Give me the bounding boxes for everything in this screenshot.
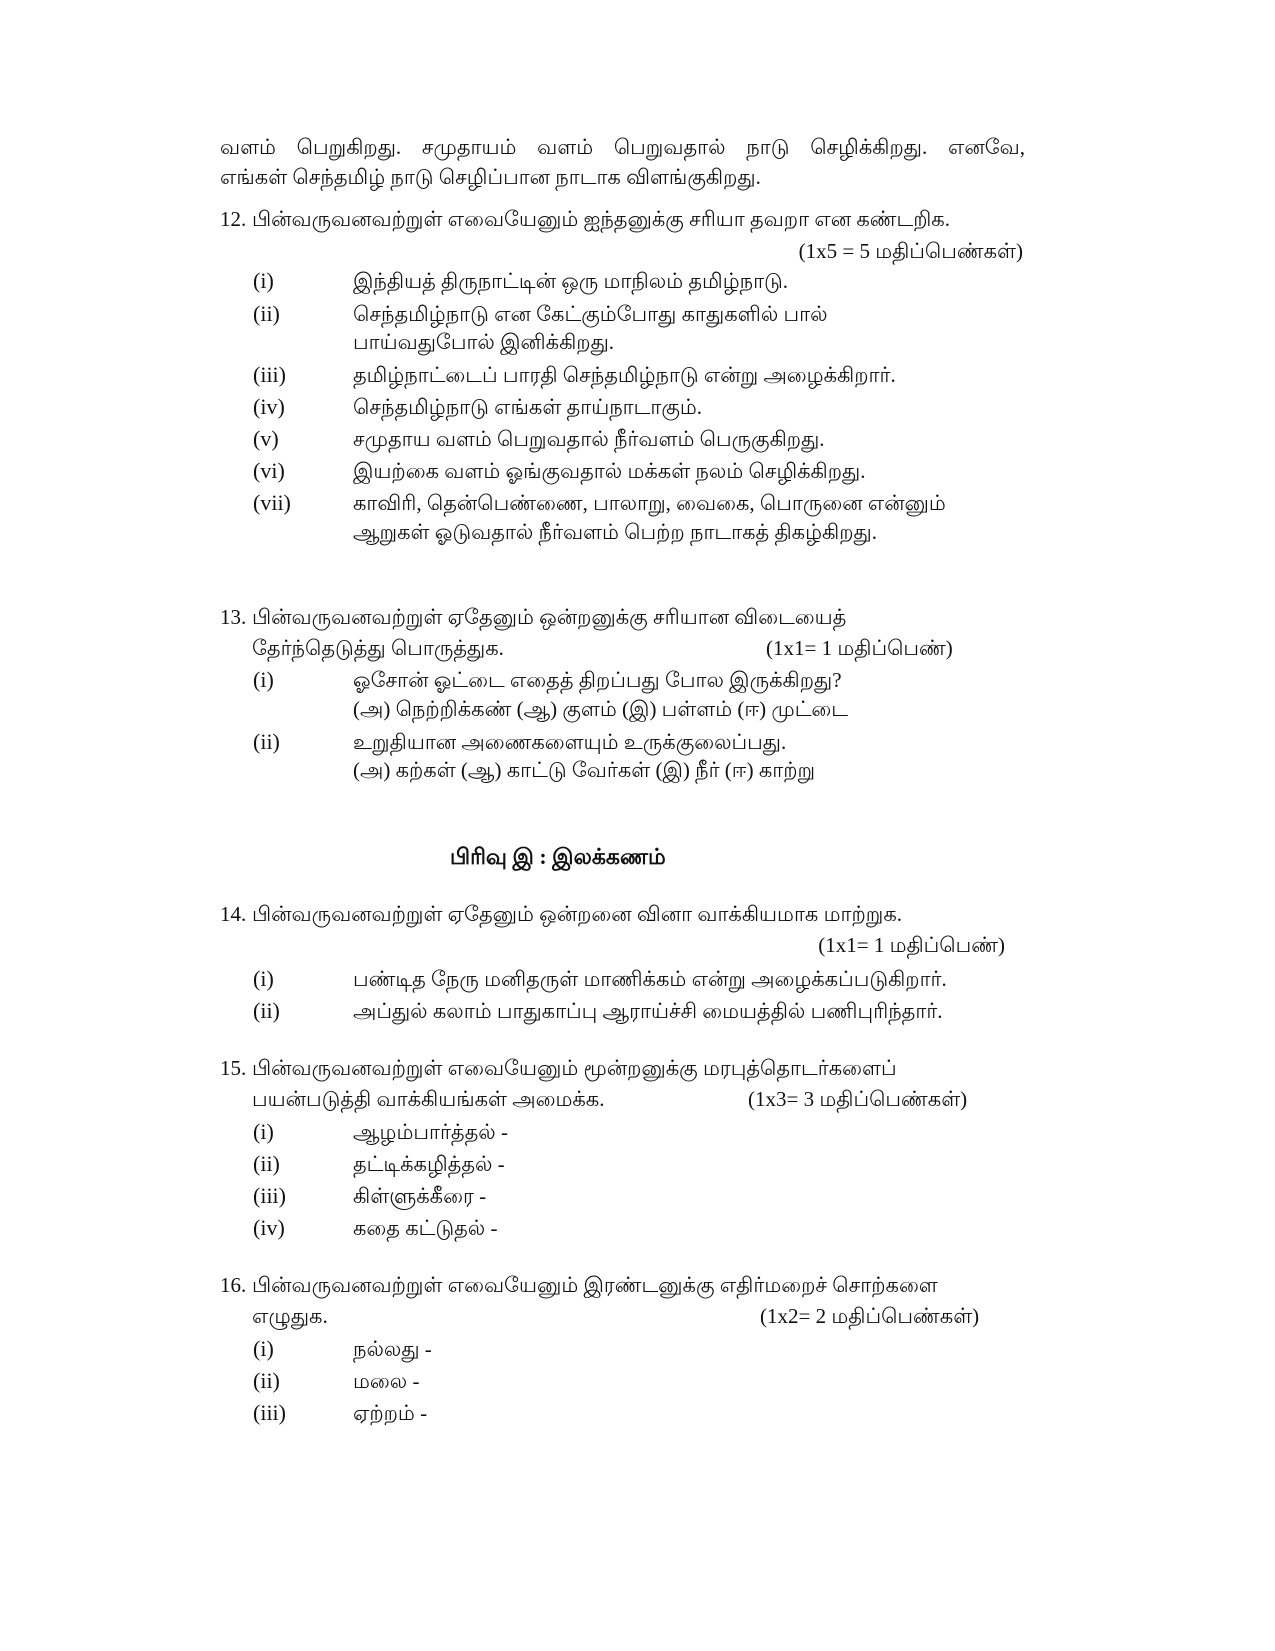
q12-item-text-cont: பாய்வதுபோல் இனிக்கிறது. (353, 330, 615, 354)
q15-item-text: ஆழம்பார்த்தல் - (353, 1120, 508, 1144)
q12-item-text: செந்தமிழ்நாடு எங்கள் தாய்நாடாகும். (353, 395, 703, 419)
q13-item-num: (i) (253, 667, 274, 692)
q13-item-num: (ii) (253, 729, 280, 754)
q15-marks: (1x3= 3 மதிப்பெண்கள்) (748, 1087, 968, 1111)
q13-number: 13. (220, 605, 247, 629)
q13-item-text: உறுதியான அணைகளையும் உருக்குலைப்பது. (353, 730, 787, 754)
q14-marks: (1x1= 1 மதிப்பெண்) (818, 933, 1005, 957)
q12-item-text-cont: ஆறுகள் ஓடுவதால் நீர்வளம் பெற்ற நாடாகத் திகழ்கிறது. (353, 520, 877, 544)
q15-item-num: (i) (253, 1119, 274, 1144)
q15-item-num: (iii) (253, 1183, 286, 1208)
q15-number: 15. (220, 1056, 247, 1080)
section-heading: பிரிவு இ : இலக்கணம் (450, 844, 666, 869)
q13-question: பின்வருவனவற்றுள் ஏதேனும் ஒன்றனுக்கு சரியான விடையைத் (252, 605, 847, 629)
q14-number: 14. (220, 902, 247, 926)
q12-item-text: இயற்கை வளம் ஓங்குவதால் மக்கள் நலம் செழிக்கிறது. (353, 459, 866, 483)
q12-item-text: சமுதாய வளம் பெறுவதால் நீர்வளம் பெருகுகிறது. (353, 427, 825, 451)
q16-item-text: நல்லது - (353, 1337, 432, 1361)
intro-line-2: எங்கள் செந்தமிழ் நாடு செழிப்பான நாடாக விளங்குகிறது. (220, 165, 761, 189)
q16-marks: (1x2= 2 மதிப்பெண்கள்) (760, 1304, 980, 1328)
q16-question: பின்வருவனவற்றுள் எவையேனும் இரண்டனுக்கு எதிர்மறைச் சொற்களை (252, 1273, 938, 1297)
q16-item-text: ஏற்றம் - (353, 1401, 428, 1425)
q14-item-text: பண்டித நேரு மனிதருள் மாணிக்கம் என்று அழைக்கப்படுகிறார். (353, 967, 947, 991)
q15-item-text: கிள்ளுக்கீரை - (353, 1184, 487, 1208)
q15-item-text: தட்டிக்கழித்தல் - (353, 1152, 505, 1176)
q12-item-num: (vii) (253, 490, 291, 515)
q14-item-num: (i) (253, 966, 274, 991)
q12-item-num: (iv) (253, 394, 285, 419)
q15-question: பின்வருவனவற்றுள் எவையேனும் மூன்றனுக்கு மரபுத்தொடர்களைப் (252, 1056, 897, 1080)
q15-item-num: (ii) (253, 1151, 280, 1176)
q12-item-num: (v) (253, 426, 279, 451)
q16-question-cont: எழுதுக. (252, 1304, 328, 1328)
q16-item-text: மலை - (353, 1369, 420, 1393)
q13-item-options: (அ) கற்கள் (ஆ) காட்டு வேர்கள் (இ) நீர் (ஈ) காற்று (353, 758, 816, 782)
q12-item-num: (vi) (253, 458, 285, 483)
q16-number: 16. (220, 1273, 247, 1297)
q16-item-num: (i) (253, 1336, 274, 1361)
q14-item-text: அப்துல் கலாம் பாதுகாப்பு ஆராய்ச்சி மையத்தில் பணிபுரிந்தார். (353, 999, 943, 1023)
q14-question: பின்வருவனவற்றுள் ஏதேனும் ஒன்றனை வினா வாக்கியமாக மாற்றுக. (252, 902, 903, 926)
q12-marks: (1x5 = 5 மதிப்பெண்கள்) (798, 239, 1023, 263)
q15-item-num: (iv) (253, 1215, 285, 1240)
intro-line-1: வளம் பெறுகிறது. சமுதாயம் வளம் பெறுவதால் நாடு செழிக்கிறது. எனவே, (220, 135, 1025, 159)
q12-item-text: தமிழ்நாட்டைப் பாரதி செந்தமிழ்நாடு என்று அழைக்கிறார். (353, 363, 896, 387)
q12-item-num: (ii) (253, 301, 280, 326)
q12-question: பின்வருவனவற்றுள் எவையேனும் ஐந்தனுக்கு சரியா தவறா என கண்டறிக. (252, 207, 950, 231)
q13-item-text: ஓசோன் ஓட்டை எதைத் திறப்பது போல இருக்கிறது? (353, 668, 842, 692)
q16-item-num: (ii) (253, 1368, 280, 1393)
q13-item-options: (அ) நெற்றிக்கண் (ஆ) குளம் (இ) பள்ளம் (ஈ) முட்டை (353, 697, 849, 721)
q12-item-text: இந்தியத் திருநாட்டின் ஒரு மாநிலம் தமிழ்நாடு. (353, 269, 789, 293)
q13-marks: (1x1= 1 மதிப்பெண்) (766, 636, 953, 660)
q12-item-text: காவிரி, தென்பெண்ணை, பாலாறு, வைகை, பொருனை என்னும் (353, 491, 946, 515)
q12-item-num: (i) (253, 268, 274, 293)
q12-item-num: (iii) (253, 362, 286, 387)
q14-item-num: (ii) (253, 998, 280, 1023)
q12-number: 12. (220, 207, 247, 231)
q15-question-cont: பயன்படுத்தி வாக்கியங்கள் அமைக்க. (252, 1087, 605, 1111)
q12-item-text: செந்தமிழ்நாடு என கேட்கும்போது காதுகளில் பால் (353, 302, 828, 326)
q15-item-text: கதை கட்டுதல் - (353, 1216, 498, 1240)
q16-item-num: (iii) (253, 1400, 286, 1425)
q13-question-cont: தேர்ந்தெடுத்து பொருத்துக. (252, 636, 504, 660)
